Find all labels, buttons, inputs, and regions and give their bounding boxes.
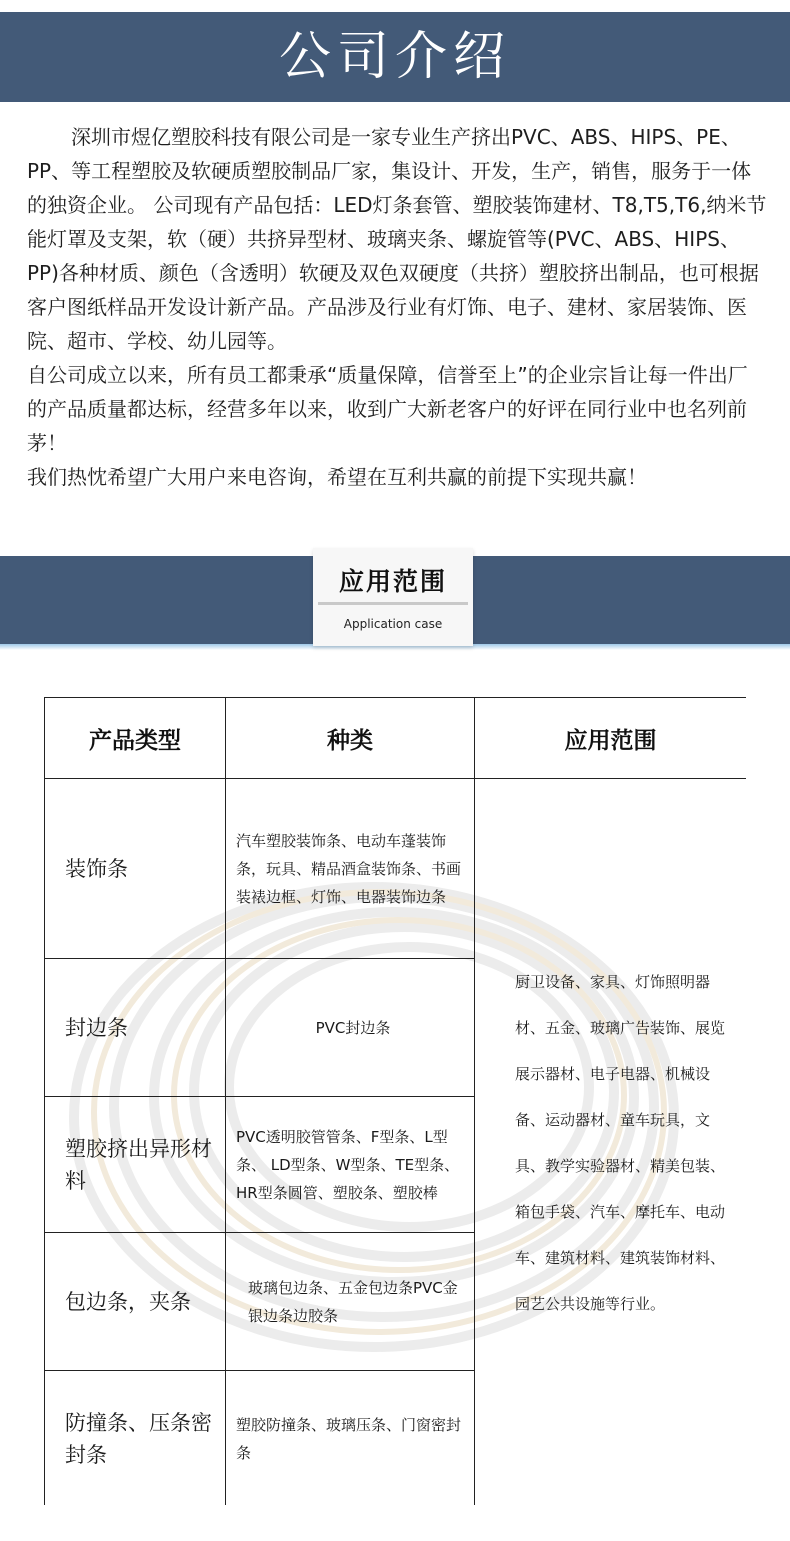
header-kind: 种类 [226,698,475,779]
scope-badge-divider [318,602,468,605]
page-title: 公司介绍 [278,27,511,87]
table-header-row [45,698,747,779]
company-intro [27,120,767,494]
scope-badge [313,548,473,646]
row-kind: PVC透明胶管管条、F型条、L型条、 LD型条、W型条、TE型条、HR型条圆管、塑胶条、塑胶棒 [226,1097,475,1233]
row-kind: PVC封边条 [226,959,475,1097]
header-scope: 应用范围 [475,698,747,779]
scope-badge-subtitle: Application case [343,617,443,631]
row-type: 塑胶挤出异形材料 [45,1097,226,1233]
row-type: 防撞条、压条密封条 [45,1371,226,1506]
application-scope: 厨卫设备、家具、灯饰照明器材、五金、玻璃广告装饰、展览 展示器材、电子电器、机械设备、运动器材、童车玩具，文具、教学实验器材、精美包装、箱包手袋、汽车、摩托车、电动车、建筑材料、建筑装饰材料、园艺公共设施等行业。 [475,779,747,1506]
scope-badge-title: 应用范围 [338,567,447,596]
table-row [45,779,747,959]
row-type: 包边条，夹条 [45,1233,226,1371]
row-kind: 玻璃包边条、五金包边条PVC金银边条边胶条 [226,1233,475,1371]
row-kind: 塑胶防撞条、玻璃压条、门窗密封条 [226,1371,475,1506]
product-table-wrapper [44,697,746,1505]
header-product-type: 产品类型 [45,698,226,779]
product-table [44,697,746,1505]
row-type: 封边条 [45,959,226,1097]
intro-paragraph-3: 我们热忱希望广大用户来电咨询，希望在互利共赢的前提下实现共赢！ [27,465,647,489]
intro-paragraph-1: 深圳市煜亿塑胶科技有限公司是一家专业生产挤出PVC、ABS、HIPS、PE、PP、等工程塑胶及软硬质塑胶制品厂家，集设计、开发，生产，销售，服务于一体的独资企业。 公司现有产品包括：LED灯条套管、塑胶装饰建材、T8,T5,T6,纳米节能灯罩及支架，软（硬）共挤异型材、玻璃夹条、螺旋管等(PVC、ABS、HIPS、PP)各种材质、颜色（含透明）软硬及双色双硬度（共挤）塑胶挤出制品，也可根据客户图纸样品开发设计新产品。产品涉及行业有灯饰、电子、建材、家居装饰、医院、超市、学校、幼儿园等。 [27,125,767,353]
row-type: 装饰条 [45,779,226,959]
intro-paragraph-2: 自公司成立以来，所有员工都秉承“质量保障，信誉至上”的企业宗旨让每一件出厂的产品质量都达标，经营多年以来，收到广大新老客户的好评在同行业中也名列前茅！ [27,363,748,455]
row-kind: 汽车塑胶装饰条、电动车蓬装饰条，玩具、精品酒盒装饰条、书画装裱边框、灯饰、电器装饰边条 [226,779,475,959]
